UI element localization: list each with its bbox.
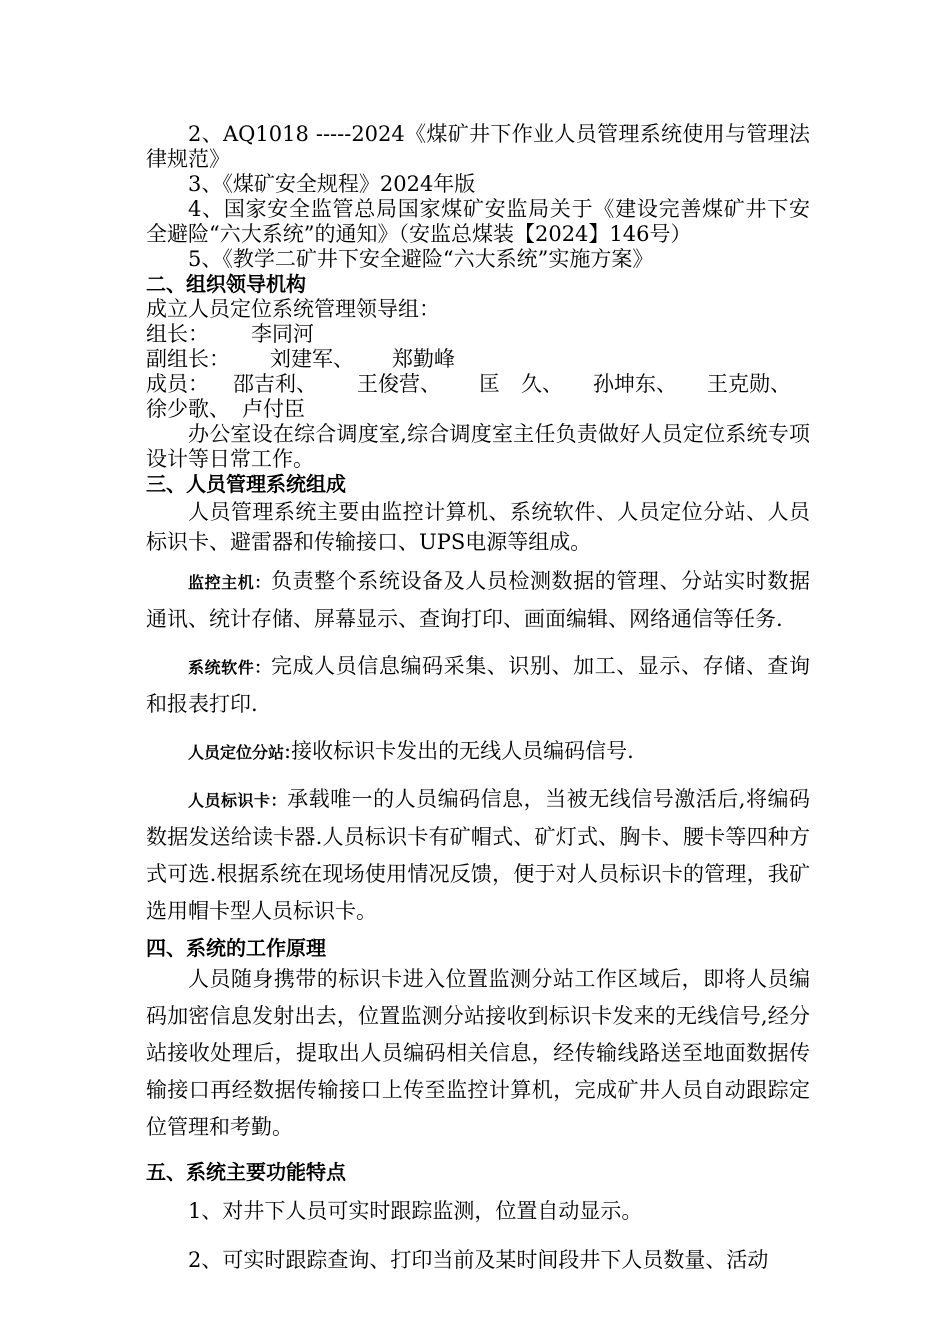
leader-label: 组长： (146, 322, 209, 346)
component-desc: 负责整个系统设备及人员检测数据的管理、分站实时数据通讯、统计存储、屏幕显示、查询打印、画面编辑、网络通信等任务. (146, 569, 810, 631)
members-label: 成员： (146, 372, 209, 396)
members-row-2 (146, 397, 810, 422)
component-term: 人员定位分站 (188, 743, 285, 762)
reference-4: 4、国家安全监管总局国家煤矿安监局关于《建设完善煤矿井下安全避险“六大系统”的通知》（安监总煤装【2024】146号） (146, 197, 810, 246)
deputy-row (146, 347, 810, 372)
components-intro: 人员管理系统主要由监控计算机、系统软件、人员定位分站、人员标识卡、避雷器和传输接口、UPS电源等组成。 (146, 500, 810, 554)
reference-2: 2、AQ1018 -----2024《煤矿井下作业人员管理系统使用与管理法律规范》 (146, 122, 810, 171)
leader-row (146, 322, 810, 347)
component-substation (146, 733, 810, 771)
section-5-heading: 五、系统主要功能特点 (146, 1160, 346, 1184)
component-term: 监控主机： (188, 573, 271, 592)
document-page (146, 122, 810, 1273)
member-6: 徐少歌、 (146, 397, 230, 421)
section-2-heading: 二、组织领导机构 (146, 272, 306, 296)
deputy-name-2: 郑勤峰 (392, 347, 455, 371)
component-term: 人员标识卡： (188, 791, 288, 810)
member-5: 王克勋、 (707, 372, 791, 396)
section-3-heading: 三、人员管理系统组成 (146, 472, 346, 496)
deputy-label: 副组长： (146, 347, 230, 371)
member-2: 王俊营、 (357, 372, 441, 396)
leadership-intro: 成立人员定位系统管理领导组： (146, 297, 440, 321)
member-4: 孙坤东、 (593, 372, 677, 396)
component-desc: 完成人员信息编码采集、识别、加工、显示、存储、查询和报表打印. (146, 654, 810, 716)
component-monitor-host (146, 563, 810, 638)
leader-name: 李同河 (251, 322, 314, 346)
member-3: 匡 久、 (479, 372, 563, 396)
reference-5: 5、《教学二矿井下安全避险“六大系统”实施方案》 (188, 247, 654, 271)
feature-2: 2、可实时跟踪查询、打印当前及某时间段井下人员数量、活动 (188, 1248, 769, 1272)
component-desc: :接收标识卡发出的无线人员编码信号. (284, 739, 634, 763)
member-1: 邵吉利、 (233, 372, 317, 396)
section-4-heading: 四、系统的工作原理 (146, 936, 326, 960)
component-id-card (146, 781, 810, 930)
working-principle: 人员随身携带的标识卡进入位置监测分站工作区域后，即将人员编码加密信息发射出去，位置监测分站接收到标识卡发来的无线信号,经分站接收处理后，提取出人员编码相关信息，经传输线路送至地面数据传输接口再经数据传输接口上传至监控计算机，完成矿井人员自动跟踪定位管理和考勤。 (146, 967, 810, 1139)
feature-1: 1、对井下人员可实时跟踪监测，位置自动显示。 (188, 1199, 643, 1223)
members-row-1 (146, 372, 810, 397)
component-software (146, 648, 810, 723)
office-note: 办公室设在综合调度室,综合调度室主任负责做好人员定位系统专项设计等日常工作。 (146, 422, 810, 471)
member-7: 卢付臣 (242, 397, 305, 421)
reference-3: 3、《煤矿安全规程》2024年版 (188, 172, 476, 196)
component-term: 系统软件： (188, 658, 271, 677)
deputy-name-1: 刘建军、 (270, 347, 354, 371)
component-desc: 承载唯一的人员编码信息，当被无线信号激活后,将编码数据发送给读卡器.人员标识卡有矿帽式、矿灯式、胸卡、腰卡等四种方式可选.根据系统在现场使用情况反馈，便于对人员标识卡的管理，我矿选用帽卡型人员标识卡。 (146, 787, 810, 923)
